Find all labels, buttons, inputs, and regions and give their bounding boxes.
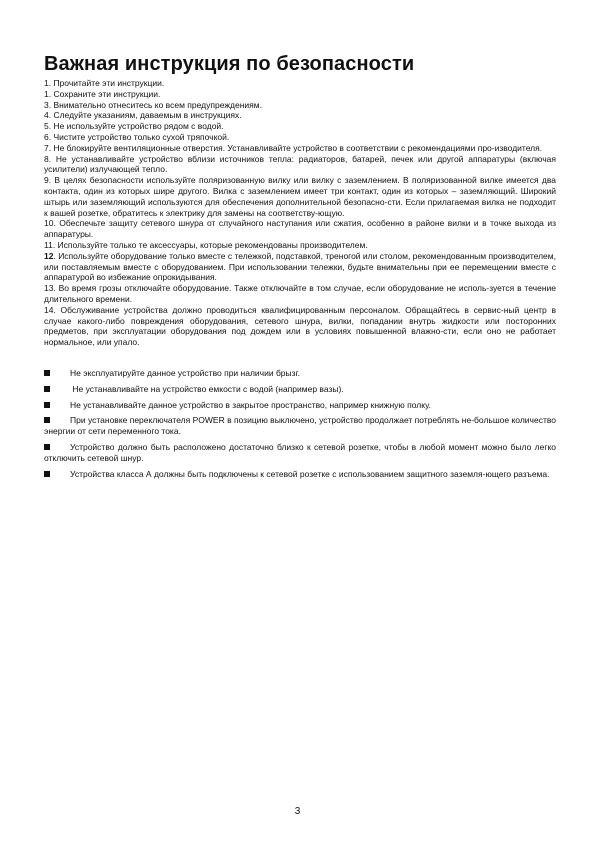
warning-item	[44, 400, 556, 411]
instruction-item: 14. Обслуживание устройства должно проводиться квалифицированным персоналом. Обращайтесь в сервис-ный центр в случае какого-либо повреждения оборудования, сетевого шнура, вилки, попадании внутрь жидкости или посторонних предметов, при эксплуатации оборудования под дождем или в условиях повышенной влажно-сти, если оно не работает нормальное, или упало.	[44, 304, 556, 348]
bullet-square-icon	[44, 417, 50, 423]
instruction-item: 8. Не устанавливайте устройство вблизи источников тепла: радиаторов, батарей, печек или другой аппаратуры (включая усилители) излучающей тепло.	[44, 153, 556, 175]
warning-item	[44, 368, 556, 379]
instruction-item: 6. Чистите устройство только сухой тряпочкой.	[44, 131, 230, 142]
instruction-item: 7. Не блокируйте вентиляционные отверстия. Устанавливайте устройство в соответствии с рекомендациями про-изводителя.	[44, 142, 543, 153]
instruction-item: 11. Используйте только те аксессуары, которые рекомендованы производителем.	[44, 239, 368, 250]
page-title: Важная инструкция по безопасности	[44, 53, 415, 75]
warning-text: Не эксплуатируйте данное устройство при наличии брызг.	[70, 367, 300, 378]
instruction-item: 13. Во время грозы отключайте оборудование. Также отключайте в том случае, если оборудование не исполь-зуется в течение длительного времени.	[44, 283, 556, 304]
bullet-square-icon	[44, 402, 50, 408]
instruction-item: 1. Прочитайте эти инструкции.	[44, 78, 165, 88]
instruction-item: 10. Обеспечьте защиту сетевого шнура от случайного наступания или сжатия, особенно в районе вилки и в точке выхода из аппаратуры.	[44, 218, 556, 240]
instruction-item: 4. Следуйте указаниям, даваемым в инструкциях.	[44, 110, 242, 121]
instruction-item: 3. Внимательно отнеситесь ко всем предупреждениям.	[44, 99, 262, 110]
instruction-item: 1. Сохраните эти инструкции.	[44, 88, 161, 99]
page-number: 3	[294, 806, 301, 817]
warnings-list	[44, 368, 556, 479]
warning-item	[44, 469, 556, 480]
instruction-item: 9. В целях безопасности используйте поляризованную вилку или вилку с заземлением. В поляризованной вилке имеется два контакта, один из которых шире другого. Вилка с заземлением имеет три контакт, один из которых – заземляющий. Широкий штырь или заземляющий используются для обеспечения дополнительной безопасно-сти. Если прилагаемая вилка не подходит к вашей розетке, обратитесь к электрику для замены на соответству-ющую.	[44, 175, 556, 218]
warning-item	[44, 415, 556, 437]
warning-text: Не устанавливайте данное устройство в закрытое пространство, например книжную полку.	[70, 399, 431, 410]
bullet-square-icon	[44, 370, 50, 376]
bullet-square-icon	[44, 386, 50, 392]
warning-text: Устройства класса А должны быть подключены к сетевой розетке с использованием защитного заземля-ющего разъема.	[70, 468, 550, 479]
instructions-list	[44, 78, 556, 348]
instruction-item-12	[44, 251, 556, 283]
warning-item	[44, 384, 556, 395]
instruction-item: 5. Не используйте устройство рядом с водой.	[44, 121, 224, 132]
document-page	[44, 52, 556, 484]
instruction-number: 12	[44, 250, 54, 261]
bullet-square-icon	[44, 471, 50, 477]
bullet-square-icon	[44, 444, 50, 450]
warning-item	[44, 442, 556, 464]
warning-text: При установке переключателя POWER в позицию выключено, устройство продолжает потреблять не-большое количество энергии от сети переменного тока.	[44, 415, 556, 437]
warning-text: Не устанавливайте на устройство емкости с водой (например вазы).	[70, 383, 344, 394]
instruction-text: . Используйте оборудование только вместе с тележкой, подставкой, треногой или столом, рекомендованным производителем, или поставляемым вместе с оборудованием. При использовании тележки, будьте внимательны при ее перемещении вместе с аппаратурой во избежание опрокидывания.	[44, 250, 556, 283]
warning-text: Устройство должно быть расположено достаточно близко к сетевой розетке, чтобы в любой момент можно было легко отключить сетевой шнур.	[44, 441, 556, 463]
